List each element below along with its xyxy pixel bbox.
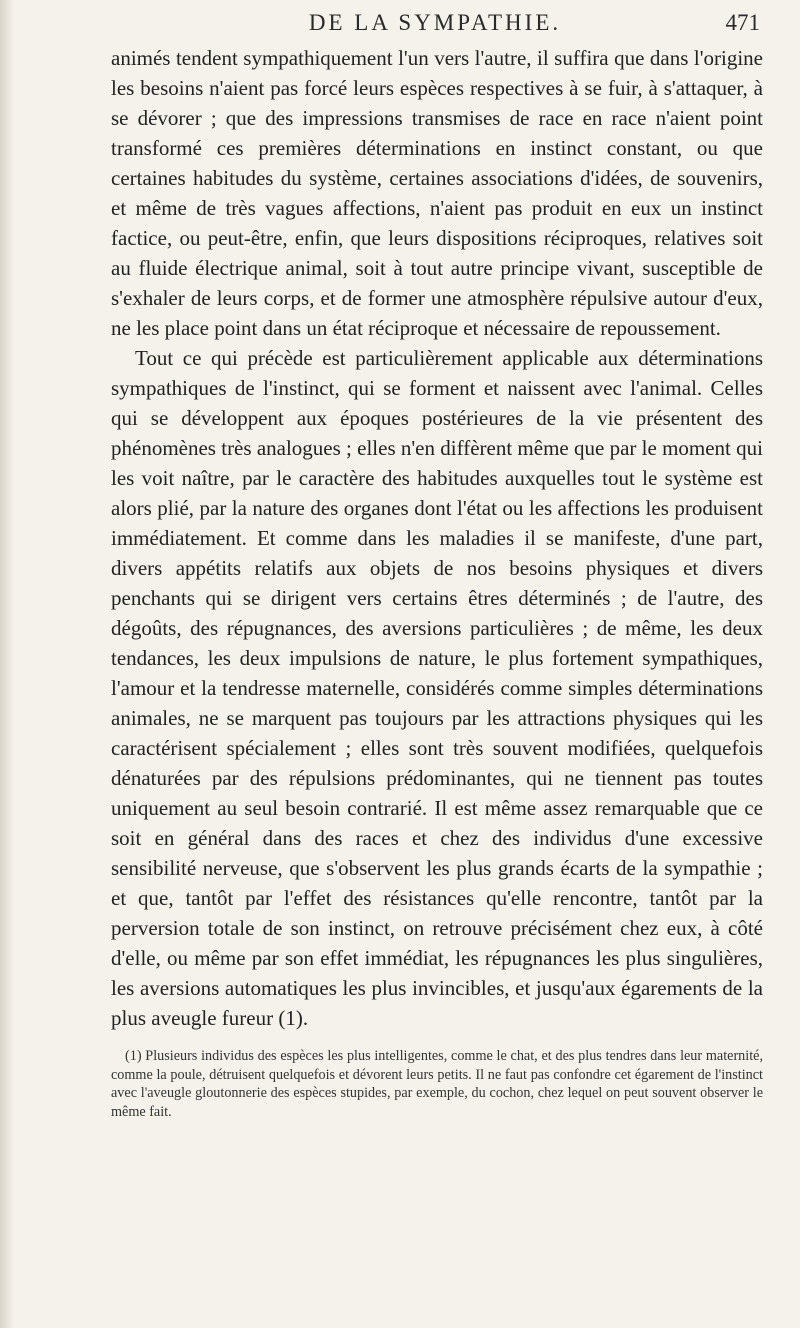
footnote: (1) Plusieurs individus des espèces les plus intelligentes, comme le chat, et des plus tendres dans leur maternité, comme la poule, détruisent quelquefois et dévorent leurs petits. Il ne faut pas confondre cet égarement de l'instinct avec l'aveugle gloutonnerie des espèces stupides, par exemple, du cochon, chez lequel on peut souvent observer le même fait. — [111, 1048, 763, 1120]
page-number: 471 — [725, 10, 760, 35]
page-body — [111, 43, 763, 1136]
paragraph-1: animés tendent sympathiquement l'un vers l'autre, il suffira que dans l'origine les besoins n'aient pas forcé leurs espèces respectives à se fuir, à s'attaquer, à se dévorer ; que des impressions transmises de race en race n'aient point transformé ces premières déterminations en instinct constant, ou que certaines habitudes du système, certaines associations d'idées, de souvenirs, et même de très vagues affections, n'aient pas produit en eux un instinct factice, ou peut-être, enfin, que leurs dispositions réciproques, relatives soit au fluide électrique animal, soit à tout autre principe vivant, susceptible de s'exhaler de leurs corps, et de former une atmosphère répulsive autour d'eux, ne les place point dans un état réciproque et nécessaire de repoussement. — [111, 46, 763, 340]
running-title: DE LA SYMPATHIE. — [308, 10, 562, 35]
paragraph-2: Tout ce qui précède est particulièrement applicable aux déterminations sympathiques de l'instinct, qui se forment et naissent avec l'animal. Celles qui se développent aux époques postérieures de la vie présentent des phénomènes très analogues ; elles n'en diffèrent même que par le moment qui les voit naître, par le caractère des habitudes auxquelles tout le système est alors plié, par la nature des organes dont l'état ou les affections les produisent immédiatement. Et comme dans les maladies il se manifeste, d'une part, divers appétits relatifs aux objets de nos besoins physiques et divers penchants qui se dirigent vers certains êtres déterminés ; de l'autre, des dégoûts, des répugnances, des aversions particulières ; de même, les deux tendances, les deux impulsions de nature, le plus fortement sympathiques, l'amour et la tendresse maternelle, considérés comme simples déterminations animales, ne se marquent pas toujours par les attractions physiques qui les caractérisent spécialement ; elles sont très souvent modifiées, quelquefois dénaturées par des répulsions prédominantes, qui ne tiennent pas toutes uniquement au seul besoin contrarié. Il est même assez remarquable que ce soit en général dans des races et chez des individus d'une excessive sensibilité nerveuse, que s'observent les plus grands écarts de la sympathie ; et que, tantôt par l'effet des résistances qu'elle rencontre, tantôt par la perversion totale de son instinct, on retrouve précisément chez eux, à côté d'elle, ou même par son effet immédiat, les répugnances les plus singulières, les aversions automatiques les plus invincibles, et jusqu'aux égarements de la plus aveugle fureur (1). — [111, 346, 763, 1030]
